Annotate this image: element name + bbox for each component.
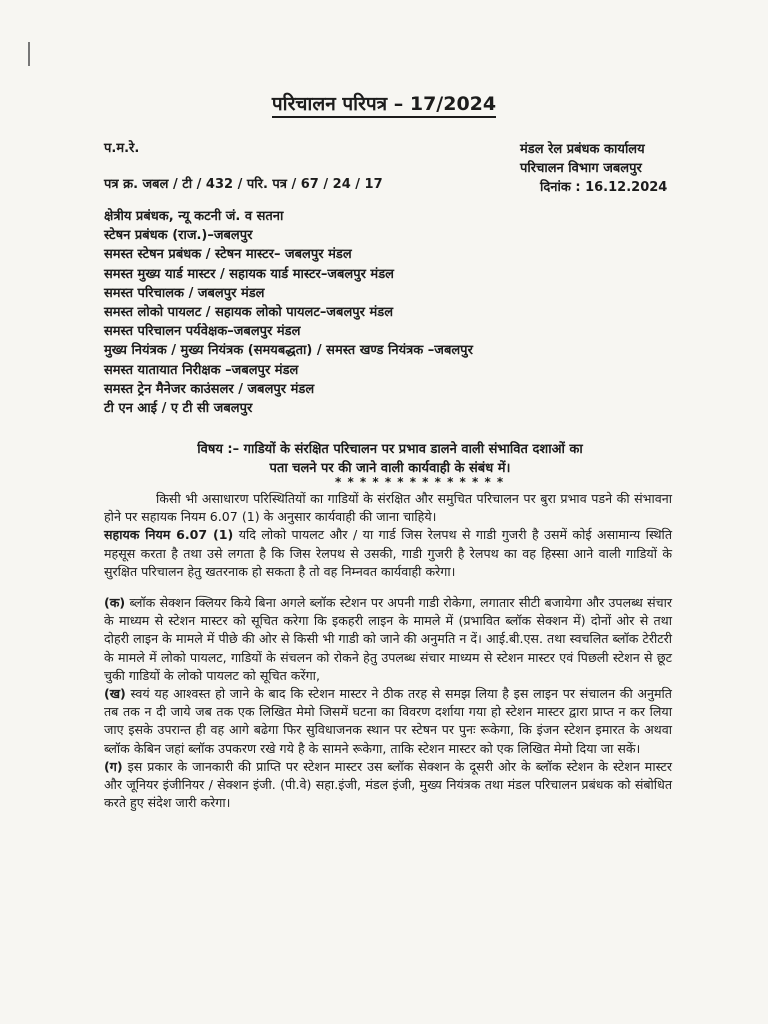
recipient: टी एन आई / ए टी सी जबलपुर (104, 401, 253, 417)
body-text (104, 490, 672, 812)
rule-text: यदि लोको पायलट और / या गार्ड जिस रेलपथ से गाडी गुजरी है उसमें कोई असामान्य स्थिति महसूस करता है तथा उसे लगता है कि जिस रेलपथ से उसकी, गाडी गुजरी है रेलपथ का वह हिस्सा आने वाली गाडियों के सुरक्षित परिचालन हेतु खतरनाक हो सकता है तो वह निम्नवत कार्यवाही करेगा। (104, 527, 672, 579)
recipient: समस्त यातायात निरीक्षक –जबलपुर मंडल (104, 362, 299, 378)
clause-ka-label: (क) (104, 595, 126, 611)
letter-reference: पत्र क्र. जबल / टी / 432 / परि. पत्र / 67 / 24 / 17 (104, 177, 383, 192)
clause-ga (104, 758, 672, 813)
subject-line-2: पता चलने पर की जाने वाली कार्यवाही के संबंध में। (269, 461, 511, 476)
rule-paragraph (104, 526, 672, 581)
recipient: मुख्य नियंत्रक / मुख्य नियंत्रक (समयबद्धता) / समस्त खण्ड नियंत्रक –जबलपुर (104, 343, 473, 359)
subject-separator: * * * * * * * * * * * * * * (335, 475, 505, 489)
office-name: मंडल रेल प्रबंधक कार्यालय (520, 142, 645, 157)
subject-block (110, 440, 670, 478)
clause-ka (104, 594, 672, 685)
recipient: स्टेषन प्रबंधक (राज.)–जबलपुर (104, 228, 253, 244)
circular-title-text: परिचालन परिपत्र – 17/2024 (272, 93, 496, 118)
recipients-list (104, 207, 473, 418)
recipient: समस्त स्टेषन प्रबंधक / स्टेषन मास्टर– जबलपुर मंडल (104, 247, 352, 263)
circular-title (0, 90, 768, 116)
organization-abbrev: प.म.रे. (104, 141, 140, 156)
rule-label: सहायक नियम 6.07 (1) (104, 527, 234, 543)
recipient: समस्त परिचालक / जबलपुर मंडल (104, 285, 265, 301)
office-date: दिनांक : 16.12.2024 (540, 180, 668, 195)
clause-ga-label: (ग) (104, 758, 123, 774)
recipient: समस्त ट्रेन मैनेजर काउंसलर / जबलपुर मंडल (104, 381, 315, 397)
clause-ga-text: इस प्रकार के जानकारी की प्राप्ति पर स्टेशन मास्टर उस ब्लॉक सेक्शन के दूसरी ओर के ब्लॉक स्टेशन के स्टेशन मास्टर और जूनियर इंजीनियर / सेक्शन इंजी. (पी.वे) सहा.इंजी, मंडल इंजी, मुख्य नियंत्रक तथा मंडल परिचालन प्रबंधक को संबोधित करते हुए संदेश जारी करेगा। (104, 758, 672, 811)
clause-kha (104, 685, 672, 758)
clause-kha-text: स्वयं यह आश्वस्त हो जाने के बाद कि स्टेशन मास्टर ने ठीक तरह से समझ लिया है इस लाइन पर संचालन की अनुमति तब तक न दी जाये जब तक एक लिखित मेमो जिसमें घटना का विवरण दर्शाया गया हो स्टेशन मास्टर द्वारा प्राप्त न कर लिया जाए इसके उपरान्त ही वह आगे बढेगा फिर सुविधाजनक स्थान पर स्टेषन पर पुनः रूकेगा, कि इंजन स्टेशन इमारत के अथवा ब्लॉक केबिन जहां ब्लॉक उपकरण रखे गये है के सामने रूकेगा, ताकि स्टेशन मास्टर को एक लिखित मेमो दिया जा सकें। (104, 686, 672, 756)
clause-ka-text: ब्लॉक सेक्शन क्लियर किये बिना अगले ब्लॉक स्टेशन पर अपनी गाडी रोकेगा, लगातार सीटी बजायेगा और उपलब्ध संचार के माध्यम से स्टेशन मास्टर को सूचित करेगा कि इकहरी लाइन के मामले में (प्रभावित ब्लॉक सेक्शन में) दोनों ओर से तथा दोहरी लाइन के मामले में पीछे की ओर से किसी भी गाडी को जाने की अनुमति न दें। आई.बी.एस. तथा स्वचलित ब्लॉक टेरीटरी के मामले में लोको पायलट, गाडियों के संचलन को रोकने हेतु उपलब्ध संचार माध्यम से स्टेशन मास्टर एवं पिछली स्टेशन से छूट चुकी गाडियों के लोको पायलट को सूचित करेंगा, (104, 595, 672, 683)
recipient: समस्त लोको पायलट / सहायक लोको पायलट–जबलपुर मंडल (104, 305, 394, 321)
scan-mark (28, 42, 30, 66)
subject-line-1: विषय :– गाडियों के संरक्षित परिचालन पर प्रभाव डालने वाली संभावित दशाओं का (197, 442, 583, 457)
clause-kha-label: (ख) (104, 686, 126, 702)
recipient: समस्त मुख्य यार्ड मास्टर / सहायक यार्ड मास्टर–जबलपुर मंडल (104, 266, 394, 282)
office-block (520, 140, 667, 197)
recipient: समस्त परिचालन पर्यवेक्षक–जबलपुर मंडल (104, 324, 301, 340)
office-department: परिचालन विभाग जबलपुर (520, 161, 642, 176)
recipient: क्षेत्रीय प्रबंधक, न्यू कटनी जं. व सतना (104, 209, 284, 224)
intro-paragraph: किसी भी असाधारण परिस्थितियों का गाडियों के संरक्षित और समुचित परिचालन पर बुरा प्रभाव पडने की संभावना होने पर सहायक नियम 6.07 (1) के अनुसार कार्यवाही की जाना चाहिये। (104, 491, 672, 525)
